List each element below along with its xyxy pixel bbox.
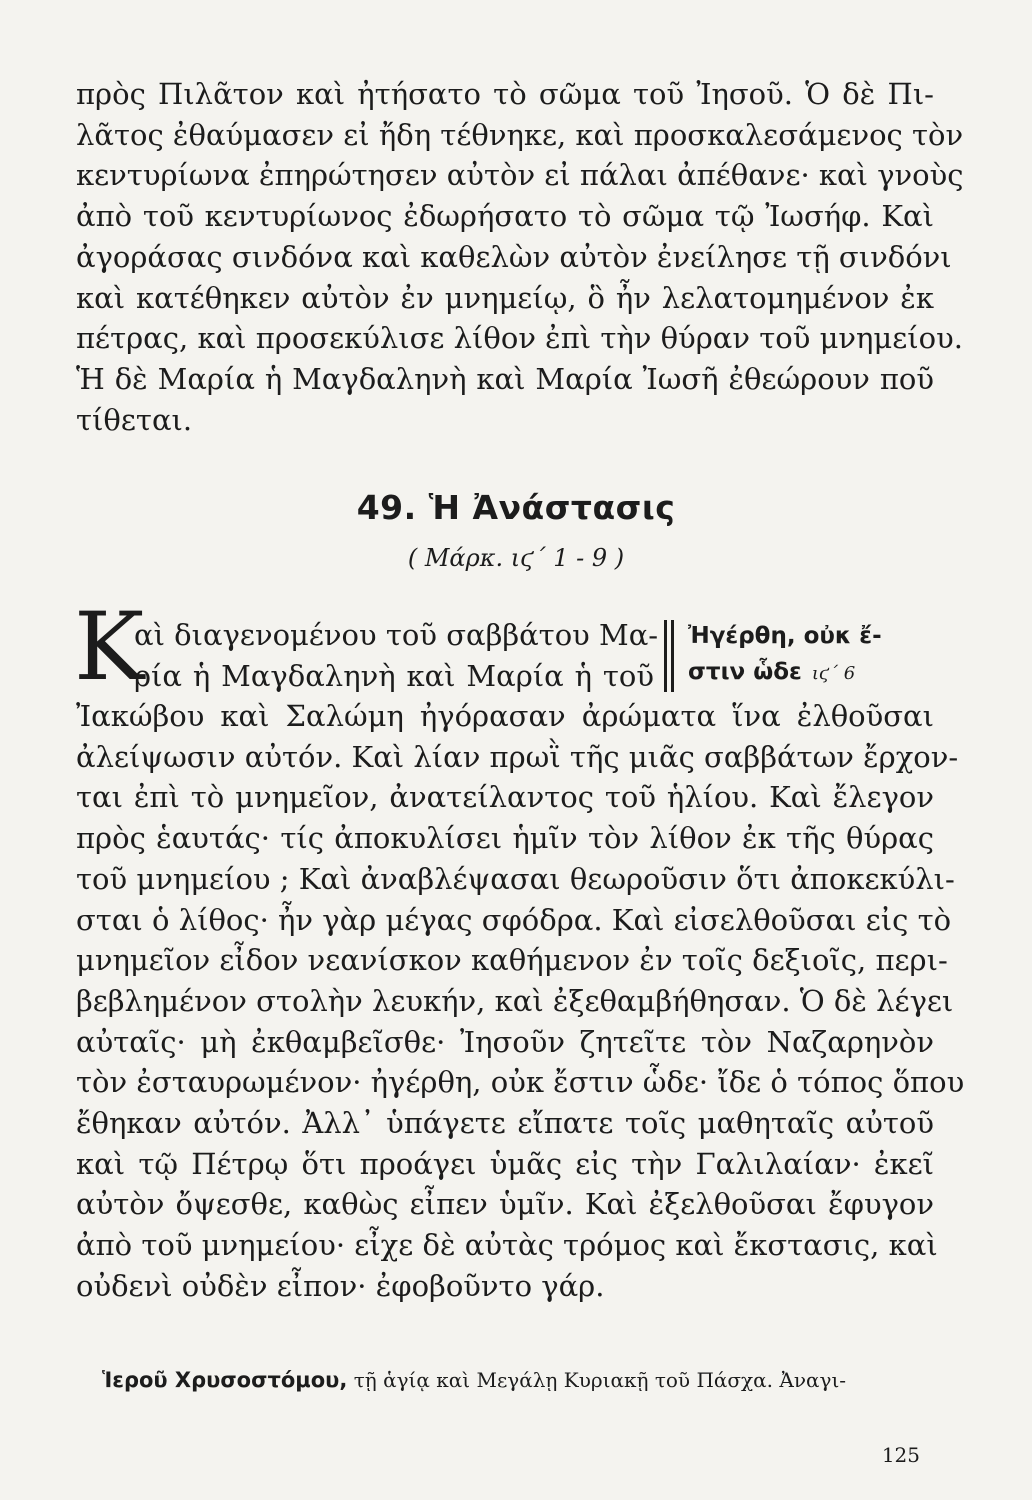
text-line: ἀπὸ τοῦ κεντυρίωνος ἐδωρήσατο τὸ σῶμα τῷ Ἰωσήφ. Καὶ <box>76 199 934 234</box>
section-heading: 49. Ἡ Ἀνάστασις <box>356 488 676 527</box>
text-line: πέτρας, καὶ προσεκύλισε λίθον ἐπὶ τὴν θύραν τοῦ μνημείου. <box>76 321 963 356</box>
text-line: Ἡ δὲ Μαρία ἡ Μαγδαληνὴ καὶ Μαρία Ἰωσῆ ἐθεώρουν ποῦ <box>76 361 934 396</box>
text-line: πρὸς ἑαυτάς· τίς ἀποκυλίσει ἡμῖν τὸν λίθον ἐκ τῆς θύρας <box>76 821 934 856</box>
text-line: ἔθηκαν αὐτόν. Ἀλλ᾽ ὑπάγετε εἴπατε τοῖς μαθηταῖς αὐτοῦ <box>76 1106 934 1141</box>
side-note-text: στιν ὧδε <box>688 659 802 685</box>
footnote-author: Ἱεροῦ Χρυσοστόμου, <box>102 1368 348 1392</box>
side-note-line <box>688 654 938 692</box>
text-line: ται ἐπὶ τὸ μνημεῖον, ἀνατείλαντος τοῦ ἡλίου. Καὶ ἔλεγον <box>76 780 934 815</box>
text-line: κεντυρίωνα ἐπηρώτησεν αὐτὸν εἰ πάλαι ἀπέθανε· καὶ γνοὺς <box>76 158 964 193</box>
top-paragraph <box>76 74 964 440</box>
side-note-divider <box>664 620 674 692</box>
drop-cap: Κ <box>74 593 145 702</box>
text-line: τὸν ἐσταυρωμένον· ἠγέρθη, οὐκ ἔστιν ὧδε· ἴδε ὁ τόπος ὅπου <box>76 1065 965 1100</box>
main-paragraph <box>76 696 965 1307</box>
text-line: καὶ τῷ Πέτρῳ ὅτι προάγει ὑμᾶς εἰς τὴν Γαλιλαίαν· ἐκεῖ <box>76 1146 934 1181</box>
text-line: τίθεται. <box>76 402 193 437</box>
text-line: αὐταῖς· μὴ ἐκθαμβεῖσθε· Ἰησοῦν ζητεῖτε τὸν Ναζαρηνὸν <box>76 1024 934 1059</box>
text-line: καὶ κατέθηκεν αὐτὸν ἐν μνημείῳ, ὃ ἦν λελατομημένον ἐκ <box>76 280 934 315</box>
text-line: ἀπὸ τοῦ μνημείου· εἶχε δὲ αὐτὰς τρόμος καὶ ἔκστασις, καὶ <box>76 1228 938 1263</box>
text-line: Ἰακώβου καὶ Σαλώμη ἠγόρασαν ἀρώματα ἵνα ἐλθοῦσαι <box>76 699 934 733</box>
footnote <box>102 1368 932 1392</box>
text-line: αὶ διαγενομένου τοῦ σαββάτου Μα- <box>134 618 659 652</box>
text-line: πρὸς Πιλᾶτον καὶ ἠτήσατο τὸ σῶμα τοῦ Ἰησοῦ. Ὁ δὲ Πι- <box>76 77 934 111</box>
text-line: μνημεῖον εἶδον νεανίσκον καθήμενον ἐν τοῖς δεξιοῖς, περι- <box>76 943 948 978</box>
opening-lines <box>134 615 659 696</box>
text-line: λᾶτος ἐθαύμασεν εἰ ἤδη τέθνηκε, καὶ προσκαλεσάμενος τὸν <box>76 117 964 152</box>
text-line: ἀγοράσας σινδόνα καὶ καθελὼν αὐτὸν ἐνείλησε τῇ σινδόνι <box>76 239 952 274</box>
text-line: βεβλημένον στολὴν λευκήν, καὶ ἐξεθαμβήθησαν. Ὁ δὲ λέγει <box>76 983 954 1018</box>
text-line: οὐδενὶ οὐδὲν εἶπον· ἐφοβοῦντο γάρ. <box>76 1268 605 1303</box>
text-line: ρία ἡ Μαγδαληνὴ καὶ Μαρία ἡ τοῦ <box>134 658 654 693</box>
text-line: σται ὁ λίθος· ἦν γὰρ μέγας σφόδρα. Καὶ εἰσελθοῦσαι εἰς τὸ <box>76 902 952 937</box>
footnote-text: τῇ ἁγίᾳ καὶ Μεγάλῃ Κυριακῇ τοῦ Πάσχα. Ἀναγι- <box>353 1368 847 1392</box>
text-line: αὐτὸν ὄψεσθε, καθὼς εἶπεν ὑμῖν. Καὶ ἐξελθοῦσαι ἔφυγον <box>76 1187 934 1222</box>
side-note <box>688 618 938 692</box>
page-number: 125 <box>881 1443 920 1467</box>
side-note-line: Ἠγέρθη, οὐκ ἔ- <box>688 623 882 649</box>
text-line: τοῦ μνημείου ; Καὶ ἀναβλέψασαι θεωροῦσιν ὅτι ἀποκεκύλι- <box>76 861 955 896</box>
side-note-reference: ιϛ΄ 6 <box>811 663 856 684</box>
scripture-reference: ( Μάρκ. ιϛ΄ 1 - 9 ) <box>407 544 625 572</box>
text-line: ἀλείψωσιν αὐτόν. Καὶ λίαν πρωῒ τῆς μιᾶς σαββάτων ἔρχον- <box>76 739 959 774</box>
